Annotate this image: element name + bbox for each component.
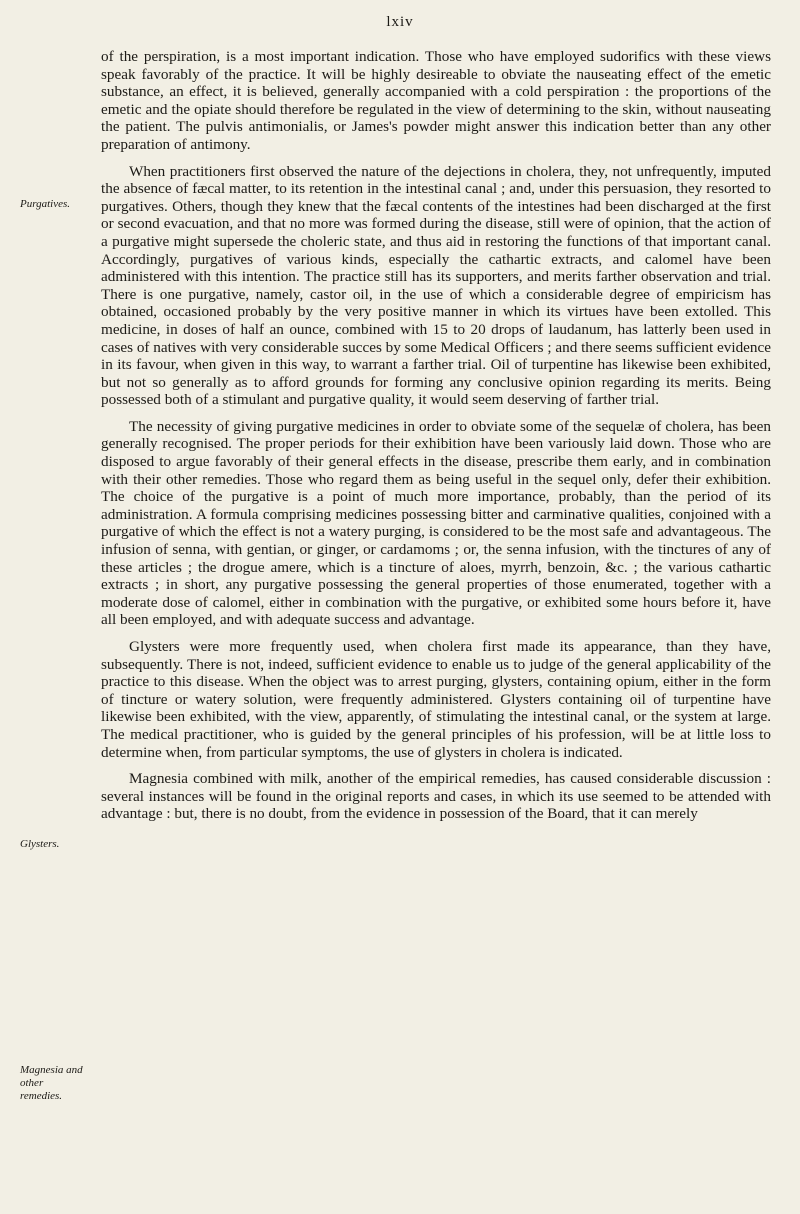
margin-note-purgatives: Purgatives. bbox=[20, 198, 70, 210]
paragraph-sequelae: The necessity of giving purgative medicines in order to obviate some of the sequelæ of cholera, has been generally recognised. The proper periods for their exhibition have been variously laid down. Those who are disposed to argue favorably of their general effects in the disease, prescribe them early, and in combination with their other remedies. Those who regard them as being useful in the sequel only, defer their exhibition. The choice of the purgative is a point of much more importance, probably, than the period of its administration. A formula comprising medicines possessing bitter and carminative qualities, conjoined with a purgative of which the effect is not a watery purging, is considered to be the most safe and advantageous. The infusion of senna, with gentian, or ginger, or cardamoms ; or, the senna infusion, with the tinctures of any of these articles ; the drogue amere, which is a tincture of aloes, myrrh, benzoin, &c. ; the various cathartic extracts ; in short, any purgative possessing the general properties of those enumerated, together with a moderate dose of calomel, either in combination with the purgative, or exhibited some hours before it, have all been employed, and with adequate success and advantage. bbox=[101, 417, 771, 629]
paragraph-magnesia: Magnesia combined with milk, another of the empirical remedies, has caused considerable discussion : several instances will be found in the original reports and cases, in which its use seemed to be attended with advantage : but, there is no doubt, from the evidence in possession of the Board, that it can merely bbox=[101, 770, 771, 823]
paragraph-glysters: Glysters were more frequently used, when cholera first made its appearance, than they have, subsequently. There is not, indeed, sufficient evidence to enable us to judge of the general applicability of the practice to this disease. When the object was to arrest purging, glysters, containing opium, either in the form of tincture or watery solution, were frequently administered. Glysters containing oil of turpentine have likewise been exhibited, with the view, apparently, of stimulating the intestinal canal, or the system at large. The medical practitioner, who is guided by the general principles of his profession, will be at little loss to determine when, from particular symptoms, the use of glysters in cholera is indicated. bbox=[101, 638, 771, 761]
body-text bbox=[101, 48, 771, 832]
paragraph-perspiration: of the perspiration, is a most important indication. Those who have employed sudorifics with these views speak favorably of the practice. It will be highly desireable to obviate the nauseating effect of the emetic substance, an effect, it is believed, generally accompanied with a cold perspiration : the proportions of the emetic and the opiate should therefore be regulated in the view of determining to the skin, without nauseating the patient. The pulvis antimonialis, or James's powder might answer this indication better than any other preparation of antimony. bbox=[101, 48, 771, 153]
paragraph-purgatives: When practitioners first observed the nature of the dejections in cholera, they, not unfrequently, imputed the absence of fæcal matter, to its retention in the intestinal canal ; and, under this persuasion, they resorted to purgatives. Others, though they knew that the fæcal contents of the intestines had been discharged at the first or second evacuation, and that no more was formed during the disease, still were of opinion, that the action of a purgative might supersede the choleric state, and thus aid in restoring the functions of that important canal. Accordingly, purgatives of various kinds, especially the cathartic extracts, and calomel have been administered with this intention. The practice still has its supporters, and merits farther observation and trial. There is one purgative, namely, castor oil, in the use of which a considerable degree of empiricism has obtained, occasioned probably by the very positive manner in which its virtues have been extolled. This medicine, in doses of half an ounce, combined with 15 to 20 drops of laudanum, has latterly been used in cases of natives with very considerable succes by some Medical Officers ; and there seems sufficient evidence in its favour, when given in this way, to warrant a farther trial. Oil of turpentine has likewise been exhibited, but not so generally as to afford grounds for forming any conclusive opinion regarding its merits. Being possessed both of a stimulant and purgative quality, it would seem deserving of farther trial. bbox=[101, 162, 771, 409]
page-number: lxiv bbox=[386, 14, 414, 30]
margin-note-glysters: Glysters. bbox=[20, 838, 60, 850]
margin-note-magnesia: Magnesia and other remedies. bbox=[20, 1064, 83, 1102]
